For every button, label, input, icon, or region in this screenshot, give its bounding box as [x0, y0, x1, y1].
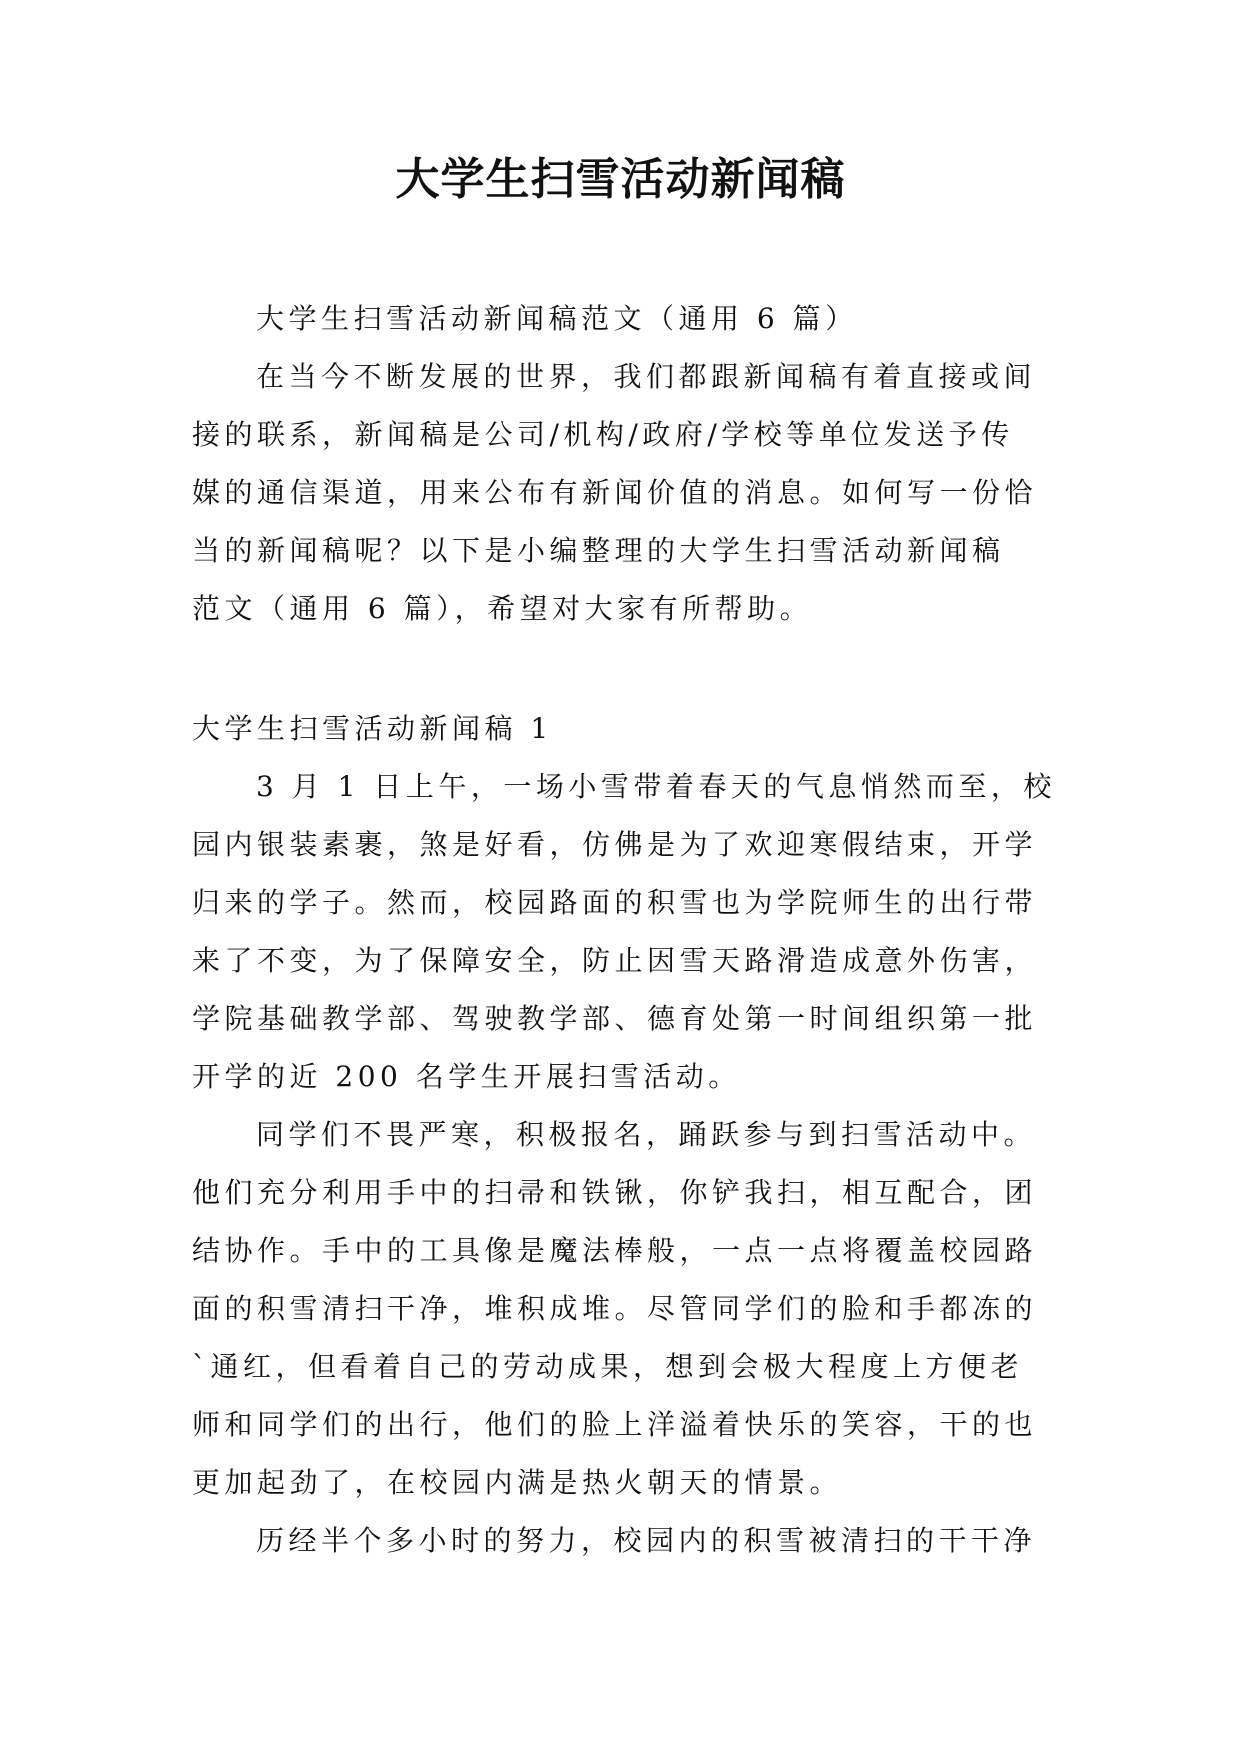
paragraph-line: `通红，但看着自己的劳动成果，想到会极大程度上方便老: [192, 1350, 1024, 1383]
paragraph-line: 结协作。手中的工具像是魔法棒般，一点一点将覆盖校园路: [192, 1234, 1038, 1267]
paragraph-line: 师和同学们的出行，他们的脸上洋溢着快乐的笑容，干的也: [192, 1408, 1038, 1441]
intro-line: 媒的通信渠道，用来公布有新闻价值的消息。如何写一份恰: [192, 476, 1038, 509]
intro-line: 当的新闻稿呢？以下是小编整理的大学生扫雪活动新闻稿: [192, 534, 1005, 567]
paragraph-line: 来了不变，为了保障安全，防止因雪天路滑造成意外伤害，: [192, 944, 1038, 977]
paragraph-line: 同学们不畏严寒，积极报名，踊跃参与到扫雪活动中。: [256, 1118, 1037, 1151]
paragraph-line: 开学的近 200 名学生开展扫雪活动。: [192, 1060, 741, 1093]
document-title: 大学生扫雪活动新闻稿: [395, 154, 846, 205]
paragraph-line: 更加起劲了，在校园内满是热火朝天的情景。: [192, 1466, 843, 1499]
intro-line: 在当今不断发展的世界，我们都跟新闻稿有着直接或间: [256, 360, 1037, 393]
paragraph-line: 历经半个多小时的努力，校园内的积雪被清扫的干干净: [256, 1524, 1037, 1557]
intro-line: 接的联系，新闻稿是公司/机构/政府/学校等单位发送予传: [192, 418, 1014, 451]
article-1-block: [192, 700, 1056, 1570]
paragraph-line: 学院基础教学部、驾驶教学部、德育处第一时间组织第一批: [192, 1002, 1038, 1035]
intro-block: [192, 290, 1056, 638]
paragraph-line: 面的积雪清扫干净，堆积成堆。尽管同学们的脸和手都冻的: [192, 1292, 1038, 1325]
intro-line: 范文（通用 6 篇），希望对大家有所帮助。: [192, 592, 813, 625]
paragraph-line: 园内银装素裹，煞是好看，仿佛是为了欢迎寒假结束，开学: [192, 828, 1038, 861]
intro-heading: 大学生扫雪活动新闻稿范文（通用 6 篇）: [256, 302, 858, 335]
paragraph-line: 他们充分利用手中的扫帚和铁锹，你铲我扫，相互配合，团: [192, 1176, 1038, 1209]
paragraph-line: 3 月 1 日上午，一场小雪带着春天的气息悄然而至，校: [256, 770, 1056, 803]
paragraph-line: 归来的学子。然而，校园路面的积雪也为学院师生的出行带: [192, 886, 1038, 919]
section-heading: 大学生扫雪活动新闻稿 1: [192, 712, 553, 745]
